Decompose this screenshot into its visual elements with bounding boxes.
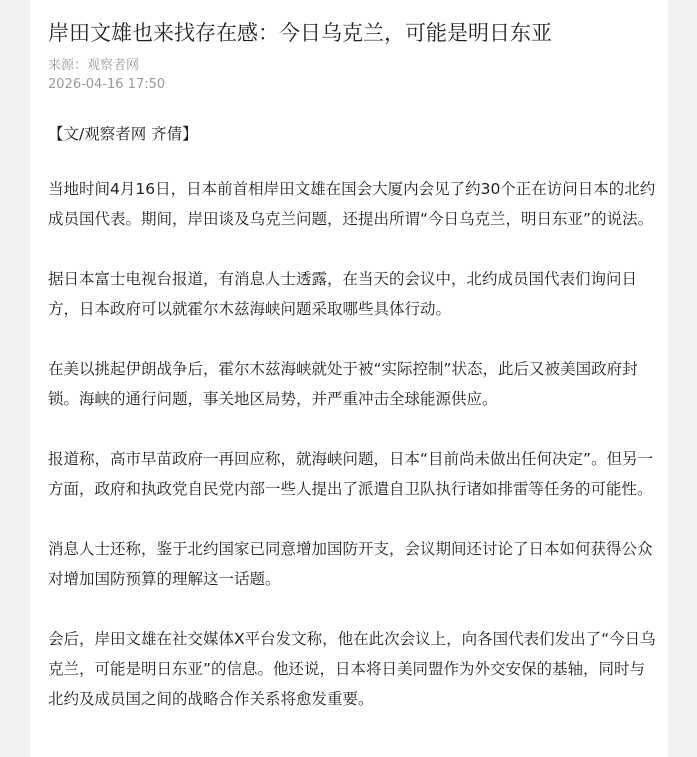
article-paragraph: 据日本富士电视台报道，有消息人士透露，在当天的会议中，北约成员国代表们询问日方，日本政府可以就霍尔木兹海峡问题采取哪些具体行动。 <box>48 270 638 318</box>
article-title: 岸田文雄也来找存在感：今日乌克兰，可能是明日东亚 <box>48 21 552 45</box>
article-source: 来源：观察者网 <box>48 58 140 73</box>
article-paragraph: 报道称，高市早苗政府一再回应称，就海峡问题，日本“目前尚未做出任何决定”。但另一方面，政府和执政党自民党内部一些人提出了派遣自卫队执行诸如排雷等任务的可能性。 <box>48 450 654 498</box>
article <box>30 0 668 757</box>
article-paragraph: 消息人士还称，鉴于北约国家已同意增加国防开支，会议期间还讨论了日本如何获得公众对增加国防预算的理解这一话题。 <box>48 540 653 588</box>
article-byline: 【文/观察者网 齐倩】 <box>48 125 198 143</box>
article-paragraph: 在美以挑起伊朗战争后，霍尔木兹海峡就处于被“实际控制”状态，此后又被美国政府封锁。海峡的通行问题，事关地区局势，并严重冲击全球能源供应。 <box>48 360 638 408</box>
article-paragraph: 会后，岸田文雄在社交媒体X平台发文称，他在此次会议上，向各国代表们发出了“今日乌克兰，可能是明日东亚”的信息。他还说，日本将日美同盟作为外交安保的基轴，同时与北约及成员国之间的战略合作关系将愈发重要。 <box>48 630 656 708</box>
article-meta <box>48 56 668 94</box>
article-body <box>48 119 656 714</box>
article-date: 2026-04-16 17:50 <box>48 77 166 92</box>
article-paragraph: 当地时间4月16日，日本前首相岸田文雄在国会大厦内会见了约30个正在访问日本的北约成员国代表。期间，岸田谈及乌克兰问题，还提出所谓“今日乌克兰，明日东亚”的说法。 <box>48 180 656 228</box>
